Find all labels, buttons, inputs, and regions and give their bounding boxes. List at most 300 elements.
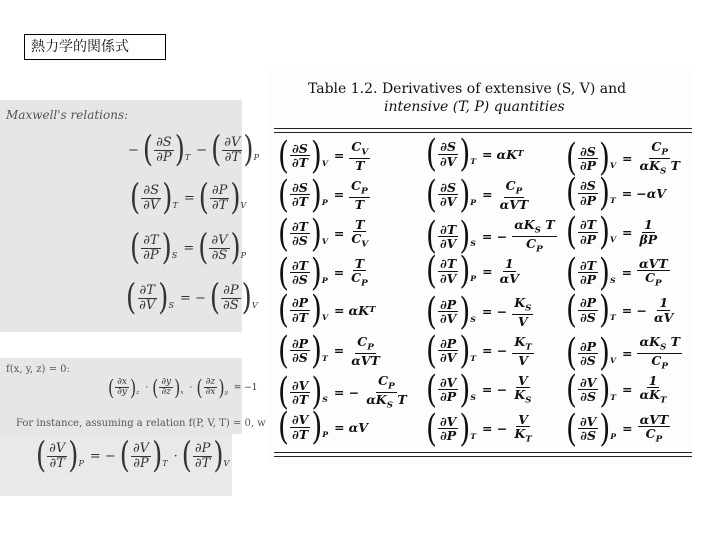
table-cell xyxy=(566,330,683,375)
fraction-denominator: ∂V xyxy=(139,297,156,313)
right-paren: ) xyxy=(230,177,241,219)
value-fraction xyxy=(512,218,556,254)
right-paren: ) xyxy=(311,287,322,332)
fraction-denominator: ∂P xyxy=(579,192,597,208)
fraction-denominator: ∂V xyxy=(143,197,160,213)
table-cell xyxy=(278,404,368,449)
hold-constant-subscript: T xyxy=(184,153,191,163)
table-cell xyxy=(278,369,410,414)
partial-derivative xyxy=(126,277,176,319)
partial-derivative xyxy=(130,177,180,219)
right-paren: ) xyxy=(311,369,323,414)
fraction-numerator: ∂T xyxy=(291,219,308,235)
hold-constant-subscript: P xyxy=(470,274,477,283)
fraction-numerator: ∂T xyxy=(579,258,596,274)
right-paren: ) xyxy=(599,405,611,451)
right-paren: ) xyxy=(310,171,322,217)
partial-derivative xyxy=(566,135,618,180)
hold-constant-subscript: y xyxy=(224,389,228,396)
fraction-denominator: ∂S xyxy=(292,233,308,249)
operator: = − xyxy=(179,290,206,306)
fraction-denominator: ∂P xyxy=(440,428,457,444)
cell-value xyxy=(511,335,534,367)
right-paren: ) xyxy=(310,132,322,178)
fraction-numerator: ∂T xyxy=(579,217,596,233)
operator: = xyxy=(333,343,345,359)
left-paren: ( xyxy=(426,327,437,373)
cell-value xyxy=(511,218,557,254)
derivative-fraction xyxy=(290,413,310,440)
derivative-fraction xyxy=(141,234,160,262)
derivative-fraction xyxy=(115,378,129,398)
right-paren: ) xyxy=(174,129,185,171)
hold-constant-subscript: V xyxy=(321,313,328,322)
partial-derivative xyxy=(566,405,618,451)
caption-line-1: Table 1.2. Derivatives of extensive (S, V) and xyxy=(308,81,627,97)
partial-derivative xyxy=(426,288,478,334)
table-cell xyxy=(426,327,535,373)
fraction-numerator: ∂V xyxy=(291,412,309,428)
table-cell xyxy=(426,131,524,176)
value-fraction xyxy=(512,374,533,406)
partial-derivative xyxy=(278,210,330,256)
derivative-fraction xyxy=(290,296,310,323)
left-paren: ( xyxy=(278,369,289,414)
hold-constant-subscript: P xyxy=(78,459,84,469)
hold-constant-subscript: P xyxy=(253,153,259,163)
fraction-denominator: $\alpha K_T$ xyxy=(639,387,667,406)
operator: = − xyxy=(481,304,508,320)
operator: = xyxy=(622,421,633,437)
right-paren: ) xyxy=(213,435,224,477)
fraction-numerator: ∂P xyxy=(440,297,457,313)
right-paren: ) xyxy=(311,327,322,373)
cell-value xyxy=(636,218,660,245)
operator: = − xyxy=(482,343,508,359)
hold-constant-subscript: P xyxy=(321,197,328,207)
fraction-numerator: αVT xyxy=(639,412,669,427)
hold-constant-subscript: x xyxy=(180,389,184,396)
cell-value xyxy=(363,374,409,410)
derivative-fraction xyxy=(578,415,598,442)
fraction-numerator: $C_P$ xyxy=(651,139,668,158)
left-paren: ( xyxy=(566,287,577,332)
partial-derivative xyxy=(142,129,192,171)
left-paren: ( xyxy=(566,135,577,180)
hold-constant-subscript: T xyxy=(470,353,477,363)
cell-value xyxy=(348,335,383,367)
left-paren: ( xyxy=(198,227,209,269)
table-cell xyxy=(566,249,671,295)
fraction-numerator: ∂V xyxy=(132,441,150,456)
value-fraction xyxy=(637,257,670,289)
partial-derivative xyxy=(108,374,141,401)
partial-derivative xyxy=(426,327,478,373)
derivative-fraction xyxy=(438,181,458,208)
cell-value xyxy=(348,218,371,250)
left-paren: ( xyxy=(196,374,203,401)
left-paren: ( xyxy=(181,435,192,477)
fraction-numerator: ∂P xyxy=(194,441,211,456)
hold-constant-subscript: P xyxy=(610,431,617,441)
right-paren: ) xyxy=(459,288,471,334)
left-paren: ( xyxy=(426,405,437,451)
hold-constant-subscript: S xyxy=(171,251,178,261)
fraction-denominator: $C_P$ xyxy=(526,235,543,255)
fraction-numerator: ∂S xyxy=(143,183,160,198)
operator: = xyxy=(333,148,345,164)
hold-constant-subscript: P xyxy=(321,275,328,285)
cyclic-relation-panel xyxy=(0,358,266,434)
bottom-rule-2 xyxy=(274,456,692,457)
fraction-denominator: ∂P xyxy=(143,247,159,263)
fraction-numerator: T xyxy=(355,217,365,232)
fraction-denominator: βP xyxy=(639,231,658,247)
fraction-denominator: T xyxy=(354,196,365,212)
operator: = − xyxy=(333,384,360,400)
left-paren: ( xyxy=(130,227,141,269)
right-paren: ) xyxy=(599,330,610,375)
left-paren: ( xyxy=(566,209,577,254)
operator: · xyxy=(189,382,193,393)
left-paren: ( xyxy=(426,248,437,293)
fraction-numerator: ∂P xyxy=(579,338,597,354)
derivative-fraction xyxy=(290,142,310,169)
left-paren: ( xyxy=(108,374,115,401)
table-cell xyxy=(426,248,522,293)
cell-value xyxy=(637,413,672,445)
fraction-denominator: ∂y xyxy=(117,387,127,398)
operator: = xyxy=(621,345,633,361)
derivative-fraction xyxy=(438,223,458,250)
fraction-denominator: ∂x xyxy=(205,387,216,398)
operator: = xyxy=(622,382,633,398)
right-paren: ) xyxy=(459,405,471,451)
partial-derivative xyxy=(566,366,618,412)
fraction-denominator: $\alpha K_S$ T xyxy=(639,157,680,177)
hold-constant-subscript: V xyxy=(609,235,616,244)
fraction-denominator: V xyxy=(517,313,528,329)
fraction-denominator: $K_T$ xyxy=(514,426,532,445)
fraction-denominator: αVT xyxy=(351,352,380,368)
partial-derivative xyxy=(278,249,330,295)
value-fraction xyxy=(364,374,408,410)
fraction-numerator: ∂V xyxy=(439,375,457,391)
operator: = xyxy=(183,190,195,206)
right-paren: ) xyxy=(158,277,169,319)
derivative-fraction xyxy=(204,378,218,398)
left-paren: ( xyxy=(278,132,289,178)
table-caption xyxy=(308,80,626,116)
caption-line-2: intensive (T, P) quantities xyxy=(384,99,565,115)
left-paren: ( xyxy=(566,405,577,451)
table-cell xyxy=(278,132,371,178)
fraction-numerator: ∂S xyxy=(292,141,308,157)
hold-constant-subscript: S xyxy=(609,275,616,285)
hold-constant-subscript: z xyxy=(136,389,140,396)
value-fraction xyxy=(349,179,370,211)
fraction-denominator: ∂T xyxy=(224,149,241,165)
fraction-denominator: ∂T xyxy=(292,391,309,407)
right-paren: ) xyxy=(243,129,254,171)
fraction-denominator: $C_V$ xyxy=(351,231,369,250)
partial-derivative xyxy=(278,287,330,332)
fraction-denominator: $K_S$ xyxy=(514,387,532,406)
value-fraction xyxy=(637,335,681,371)
fraction-denominator: ∂T xyxy=(211,197,228,213)
right-paren: ) xyxy=(599,287,610,332)
table-cell xyxy=(278,249,371,295)
fraction-numerator: 1 xyxy=(643,217,653,233)
fraction-denominator: αVT xyxy=(499,196,529,212)
fraction-numerator: T xyxy=(354,256,365,271)
partial-derivative xyxy=(426,248,478,293)
operator: = xyxy=(333,302,345,318)
example-equation xyxy=(36,435,231,477)
derivative-fraction xyxy=(578,145,598,172)
right-paren: ) xyxy=(459,327,471,373)
cell-value: αV xyxy=(348,419,368,435)
hold-constant-subscript: V xyxy=(609,356,616,366)
fraction-numerator: ∂P xyxy=(291,295,309,311)
fraction-numerator: ∂P xyxy=(579,295,597,311)
operator: = xyxy=(482,146,493,162)
left-paren: ( xyxy=(198,177,209,219)
cell-value xyxy=(497,257,522,284)
derivative-fraction xyxy=(438,337,458,364)
derivative-fraction xyxy=(438,140,458,167)
cell-value: αK T xyxy=(496,146,524,162)
operator: = xyxy=(621,224,633,240)
fraction-denominator: ∂T xyxy=(292,426,309,442)
bottom-rule-1 xyxy=(274,452,692,453)
fraction-numerator: $K_S$ xyxy=(514,295,532,314)
fraction-numerator: $C_P$ xyxy=(505,178,523,197)
fraction-numerator: ∂V xyxy=(211,233,228,248)
derivative-fraction xyxy=(222,136,242,164)
fraction-numerator: ∂V xyxy=(49,441,66,456)
fraction-numerator: $C_P$ xyxy=(357,334,374,353)
partial-derivative xyxy=(130,227,179,269)
operator: = xyxy=(621,265,633,281)
value-fraction xyxy=(498,257,521,284)
derivative-fraction xyxy=(438,298,458,325)
instance-text: For instance, assuming a relation f(P, V, T) = 0, w xyxy=(16,418,266,429)
partial-derivative xyxy=(278,404,330,449)
operator: = xyxy=(333,265,345,281)
right-paren: ) xyxy=(459,366,471,412)
fraction-numerator: ∂P xyxy=(223,283,239,298)
table-cell xyxy=(278,327,383,373)
fraction-denominator: ∂T xyxy=(291,194,308,210)
left-paren: ( xyxy=(278,210,289,256)
maxwell-relation xyxy=(130,227,248,269)
partial-derivative xyxy=(181,435,232,477)
operator: = − xyxy=(481,228,508,244)
fraction-numerator: ∂V xyxy=(439,414,457,430)
right-paren: ) xyxy=(599,170,610,215)
partial-derivative xyxy=(209,277,260,319)
fraction-denominator: ∂V xyxy=(439,270,457,286)
fraction-numerator: ∂S xyxy=(156,135,172,150)
operator: = xyxy=(333,187,345,203)
table-cell xyxy=(566,287,676,332)
derivative-fraction xyxy=(438,415,458,442)
maxwell-relations-panel xyxy=(0,100,259,332)
value-fraction xyxy=(349,335,382,367)
fraction-numerator: ∂T xyxy=(139,283,155,298)
fraction-denominator: αV xyxy=(654,309,674,325)
derivative-fraction xyxy=(578,296,598,323)
right-paren: ) xyxy=(459,131,471,176)
hold-constant-subscript: S xyxy=(322,395,328,405)
cell-value xyxy=(637,374,670,406)
right-paren: ) xyxy=(599,366,611,412)
partial-derivative xyxy=(566,287,618,332)
fraction-numerator: ∂S xyxy=(580,178,596,194)
fraction-denominator: ∂T xyxy=(194,455,211,471)
fraction-numerator: ∂V xyxy=(579,414,597,430)
fraction-numerator: V xyxy=(518,412,528,427)
left-paren: ( xyxy=(426,213,437,258)
right-paren: ) xyxy=(459,213,471,258)
table-cell xyxy=(426,366,534,412)
hold-constant-subscript: T xyxy=(321,353,328,363)
left-paren: ( xyxy=(119,435,130,477)
hold-constant-subscript: T xyxy=(610,392,617,402)
right-paren: ) xyxy=(152,435,163,477)
hold-constant-subscript: S xyxy=(470,392,476,402)
hold-constant-subscript: S xyxy=(470,239,476,249)
hold-constant-subscript: P xyxy=(322,430,329,439)
value-fraction xyxy=(637,140,681,176)
maxwell-relation xyxy=(130,177,248,219)
fraction-numerator: ∂y xyxy=(161,377,172,387)
left-paren: ( xyxy=(566,249,577,295)
left-paren: ( xyxy=(211,129,222,171)
fraction-denominator: $C_P$ xyxy=(645,270,662,289)
maxwell-relation xyxy=(126,277,260,319)
right-paren: ) xyxy=(174,374,181,401)
fraction-denominator: ∂S xyxy=(580,309,596,325)
left-paren: ( xyxy=(426,171,437,217)
fraction-numerator: αVT xyxy=(639,256,668,271)
derivative-fraction xyxy=(209,234,229,262)
fraction-denominator: ∂S xyxy=(211,247,228,263)
derivative-fraction xyxy=(290,181,310,208)
partial-derivative xyxy=(36,435,86,477)
fraction-numerator: ∂V xyxy=(579,375,597,391)
table-cell xyxy=(426,171,531,217)
derivative-fraction xyxy=(131,442,151,470)
right-paren: ) xyxy=(310,210,322,256)
table-cell xyxy=(566,135,683,180)
hold-constant-subscript: T xyxy=(470,157,477,166)
derivative-fraction xyxy=(141,184,161,212)
partial-derivative xyxy=(119,435,170,477)
fraction-denominator: ∂T xyxy=(291,155,308,171)
value-fraction xyxy=(637,218,659,245)
derivative-fraction xyxy=(438,257,458,284)
operator: = − xyxy=(482,421,508,437)
left-paren: ( xyxy=(566,366,577,412)
fraction-numerator: ∂S xyxy=(440,139,456,155)
right-paren: ) xyxy=(162,177,173,219)
fraction-denominator: ∂V xyxy=(439,350,457,366)
fraction-numerator: $C_P$ xyxy=(351,178,368,197)
cell-value xyxy=(511,413,534,445)
right-paren: ) xyxy=(459,171,471,217)
table-cell xyxy=(278,171,371,217)
derivative-fraction xyxy=(159,378,173,398)
derivative-fraction xyxy=(438,376,458,403)
fraction-numerator: ∂P xyxy=(211,183,228,198)
partial-derivative xyxy=(426,131,478,176)
right-paren: ) xyxy=(599,209,610,254)
cell-value xyxy=(348,257,371,289)
cell-value xyxy=(636,335,682,371)
left-paren: ( xyxy=(426,288,437,334)
fraction-numerator: ∂P xyxy=(440,336,457,352)
operator: = xyxy=(621,150,633,166)
value-fraction xyxy=(638,374,669,406)
fraction-denominator: V xyxy=(518,352,528,368)
cell-value xyxy=(636,257,671,289)
right-paren: ) xyxy=(230,227,241,269)
cell-value xyxy=(348,140,371,172)
right-paren: ) xyxy=(68,435,79,477)
right-paren: ) xyxy=(459,248,471,293)
fraction-denominator: ∂P xyxy=(579,231,597,247)
fraction-numerator: ∂T xyxy=(291,258,308,274)
left-paren: ( xyxy=(142,129,154,171)
operator: = − xyxy=(89,448,116,464)
value-fraction xyxy=(349,140,370,172)
maxwell-heading: Maxwell's relations: xyxy=(6,108,129,122)
left-paren: ( xyxy=(126,277,137,319)
fraction-denominator: ∂V xyxy=(439,311,457,327)
left-paren: ( xyxy=(278,249,289,295)
hold-constant-subscript: V xyxy=(240,201,247,211)
cell-value xyxy=(511,296,534,328)
table-cell xyxy=(278,287,376,332)
fraction-denominator: $C_P$ xyxy=(651,352,668,372)
partial-derivative xyxy=(566,170,618,215)
fraction-numerator: ∂V xyxy=(291,377,309,393)
right-paren: ) xyxy=(218,374,225,401)
hold-constant-subscript: T xyxy=(609,313,616,322)
operator: − xyxy=(128,142,139,158)
fraction-denominator: ∂z xyxy=(161,387,171,398)
fraction-numerator: ∂T xyxy=(440,221,457,237)
value-fraction xyxy=(512,413,533,445)
fraction-numerator: $K_T$ xyxy=(514,334,532,353)
fraction-denominator: $C_P$ xyxy=(645,426,663,445)
partial-derivative xyxy=(426,405,478,451)
derivative-fraction xyxy=(154,136,174,164)
left-paren: ( xyxy=(566,170,577,215)
partial-derivative xyxy=(426,366,478,412)
derivative-fraction xyxy=(578,259,598,286)
left-paren: ( xyxy=(36,435,47,477)
left-paren: ( xyxy=(278,287,289,332)
cell-value: αK T xyxy=(348,302,376,318)
hold-constant-subscript: V xyxy=(321,158,328,168)
hold-constant-subscript: V xyxy=(251,301,258,311)
example-relation-panel xyxy=(0,434,232,496)
fraction-denominator: ∂P xyxy=(156,149,172,165)
table-cell xyxy=(426,405,535,451)
